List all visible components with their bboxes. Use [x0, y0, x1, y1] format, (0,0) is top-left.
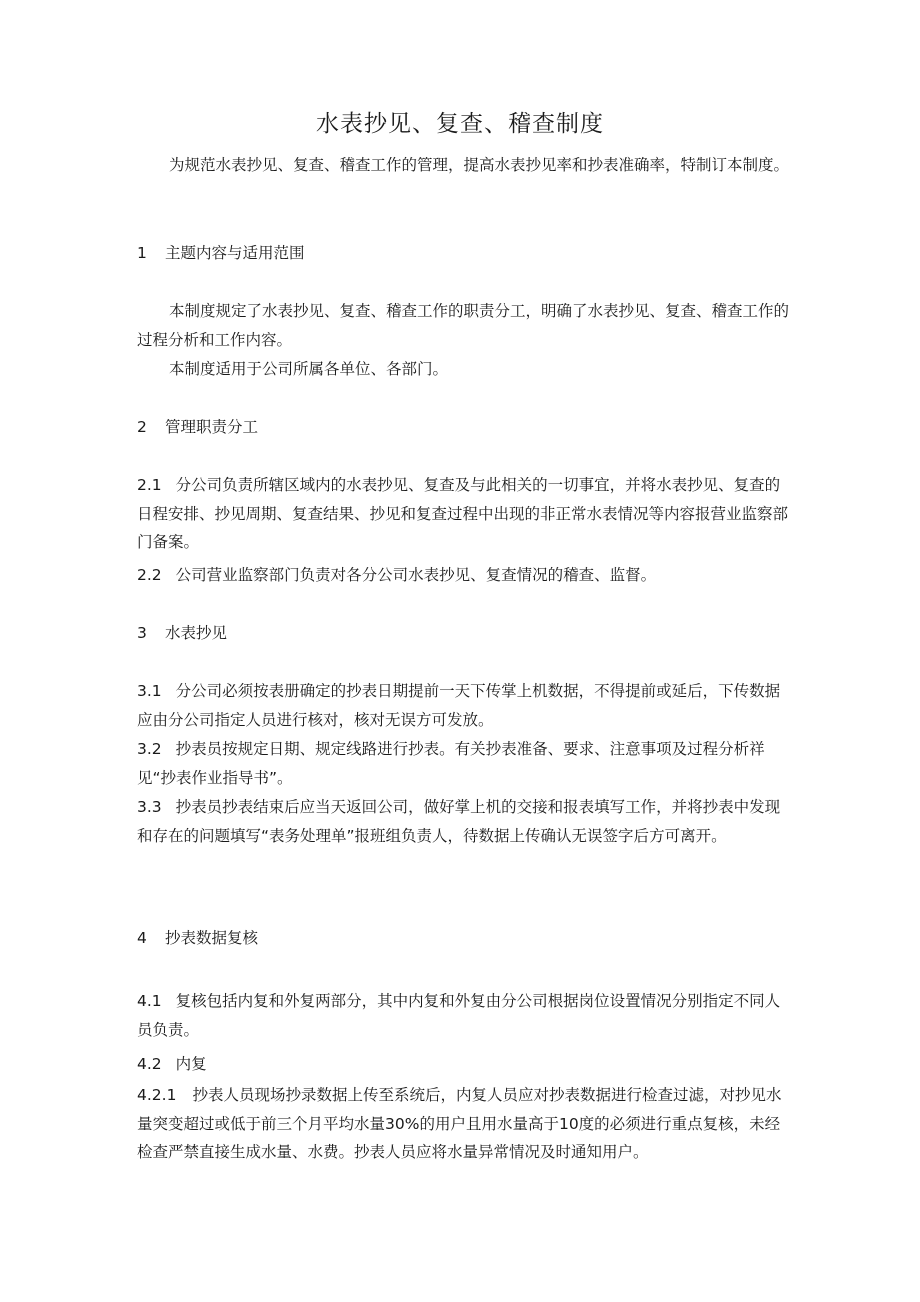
- section-heading-4: [137, 924, 793, 952]
- clause-number: 3.2: [137, 740, 162, 758]
- clause-3-1: [137, 677, 793, 734]
- clause-text: 内复: [175, 1055, 207, 1073]
- section-heading-text: 抄表数据复核: [165, 929, 259, 947]
- clause-text: 复核包括内复和外复两部分，其中内复和外复由分公司根据岗位设置情况分别指定不同人员负责。: [137, 992, 781, 1039]
- clause-number: 4.2: [137, 1055, 162, 1073]
- section-heading-text: 水表抄见: [165, 624, 228, 642]
- clause-number: 2.2: [137, 566, 162, 584]
- intro-paragraph: 为规范水表抄见、复查、稽查工作的管理，提高水表抄见率和抄表准确率，特制订本制度。: [169, 156, 790, 174]
- section-1-paragraph-2: 本制度适用于公司所属各单位、各部门。: [169, 360, 449, 378]
- section-number: 2: [137, 418, 147, 436]
- clause-2-1: [137, 471, 793, 557]
- section-heading-3: [137, 619, 793, 647]
- clause-text: 抄表人员现场抄录数据上传至系统后，内复人员应对抄表数据进行检查过滤，对抄见水量突变超过或低于前三个月平均水量30%的用户且用水量高于10度的必须进行重点复核，未经检查严禁直接生成水量、水费。抄表人员应将水量异常情况及时通知用户。: [137, 1086, 782, 1161]
- clause-4-1: [137, 987, 793, 1044]
- clause-number: 3.1: [137, 682, 162, 700]
- clause-3-3: [137, 793, 793, 850]
- section-heading-2: [137, 413, 793, 441]
- section-number: 3: [137, 624, 147, 642]
- clause-3-2: [137, 735, 793, 792]
- section-number: 1: [137, 244, 147, 262]
- clause-text: 分公司必须按表册确定的抄表日期提前一天下传掌上机数据，不得提前或延后，下传数据应由分公司指定人员进行核对，核对无误方可发放。: [137, 682, 781, 729]
- clause-text: 公司营业监察部门负责对各分公司水表抄见、复查情况的稽查、监督。: [175, 566, 657, 584]
- document-title: 水表抄见、复查、稽查制度: [316, 111, 604, 137]
- section-1-paragraph-1: 本制度规定了水表抄见、复查、稽查工作的职责分工，明确了水表抄见、复查、稽查工作的过程分析和工作内容。: [137, 302, 790, 349]
- clause-4-2-1: [137, 1081, 793, 1167]
- section-number: 4: [137, 929, 147, 947]
- clause-number: 4.1: [137, 992, 162, 1010]
- section-heading-text: 主题内容与适用范围: [165, 244, 305, 262]
- clause-text: 抄表员抄表结束后应当天返回公司，做好掌上机的交接和报表填写工作，并将抄表中发现和存在的问题填写“表务处理单”报班组负责人，待数据上传确认无误签字后方可离开。: [137, 798, 781, 845]
- clause-2-2: [137, 561, 793, 590]
- clause-number: 4.2.1: [137, 1086, 177, 1104]
- clause-text: 抄表员按规定日期、规定线路进行抄表。有关抄表准备、要求、注意事项及过程分析祥见“抄表作业指导书”。: [137, 740, 765, 787]
- clause-number: 3.3: [137, 798, 162, 816]
- clause-number: 2.1: [137, 476, 162, 494]
- section-heading-1: [137, 239, 793, 267]
- section-heading-text: 管理职责分工: [165, 418, 259, 436]
- clause-4-2: [137, 1050, 793, 1079]
- clause-text: 分公司负责所辖区域内的水表抄见、复查及与此相关的一切事宜，并将水表抄见、复查的日程安排、抄见周期、复查结果、抄见和复查过程中出现的非正常水表情况等内容报营业监察部门备案。: [137, 476, 789, 551]
